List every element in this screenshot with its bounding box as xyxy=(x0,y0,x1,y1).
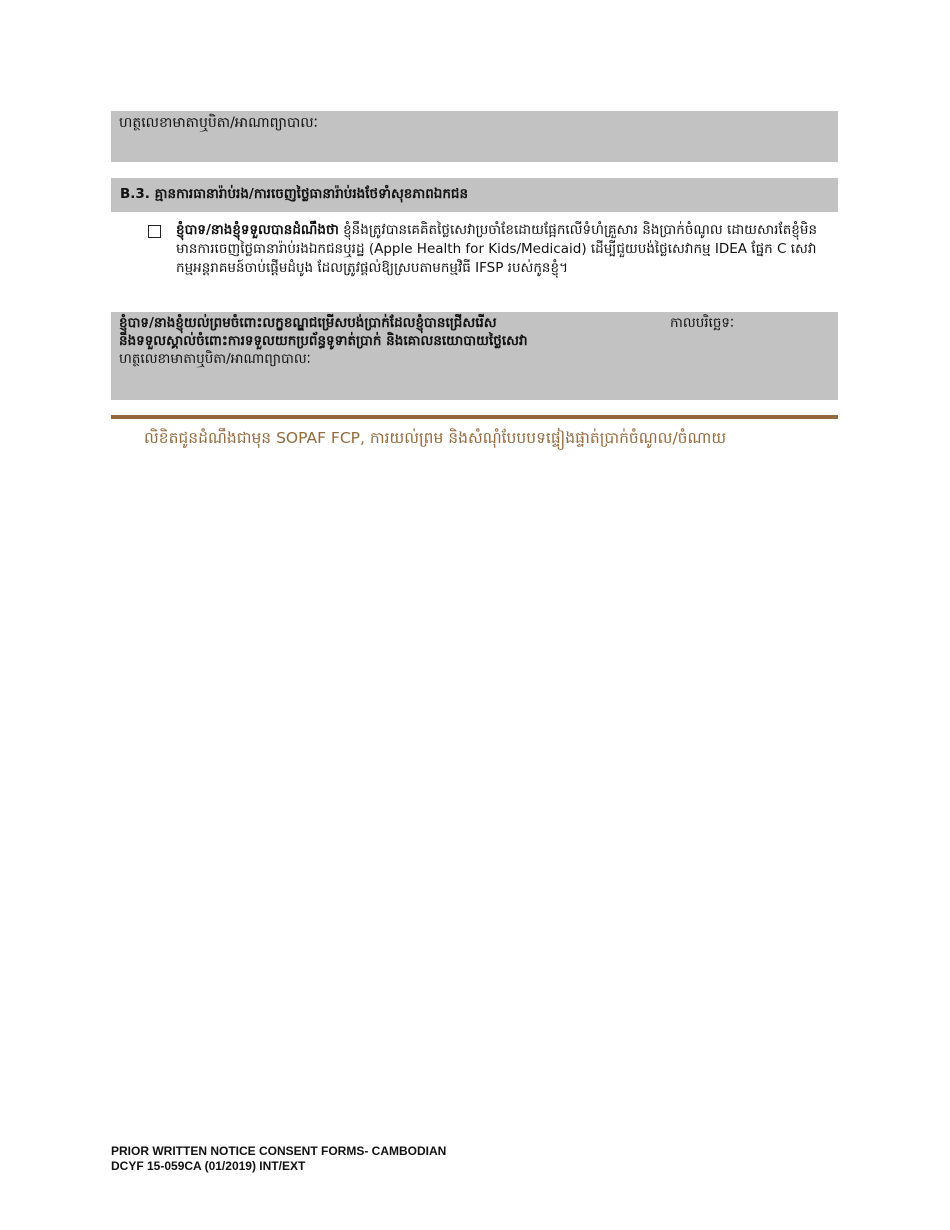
agreement-line-2: និងទទួលស្គាល់ចំពោះការទទួលយកប្រព័ន្ធទូទាត់ប្រាក់ និងគោលនយោបាយថ្លៃសេវា xyxy=(119,333,528,349)
parent-signature-label: ហត្ថលេខាមាតាឬបិតា/អាណាព្យាបាលៈ xyxy=(119,115,318,131)
agreement-signature-box[interactable] xyxy=(111,312,838,400)
date-label: កាលបរិច្ឆេទៈ xyxy=(670,315,735,331)
no-insurance-option xyxy=(148,221,838,278)
agreement-statement xyxy=(119,314,659,350)
parent-signature-box[interactable] xyxy=(111,111,838,162)
agreement-row xyxy=(119,314,830,350)
footer-divider xyxy=(111,415,838,419)
no-insurance-checkbox[interactable] xyxy=(148,225,161,238)
section-b3-title: B.3. គ្មានការធានារ៉ាប់រង/ការចេញថ្លៃធានារ៉ាប់រងថែទាំសុខភាពឯកជន xyxy=(120,186,469,202)
option-bold-intro: ខ្ញុំបាទ/នាងខ្ញុំទទួលបានដំណឹងថា xyxy=(176,222,339,238)
form-footer-title: លិខិតជូនដំណឹងជាមុន SOPAF FCP, ការយល់ព្រម និងសំណុំបែបបទផ្ទៀងផ្ទាត់ប្រាក់ចំណូល/ចំណាយ xyxy=(144,429,727,447)
form-number: DCYF 15-059CA (01/2019) INT/EXT xyxy=(111,1159,306,1173)
option-body: ខ្ញុំនឹងត្រូវបានគេគិតថ្លៃសេវាប្រចាំខែដោយផ្អែកលើទំហំគ្រួសារ និងប្រាក់ចំណូល ដោយសារតែខ្ញុំមិនមានការចេញថ្លៃធានារ៉ាប់រងឯកជនឬរដ្ឋ (Apple Health for Kids/Medicaid) ដើម្បីជួយបង់ថ្លៃសេវាកម្ម IDEA ផ្នែក C សេវាកម្មអន្តរាគមន៍ចាប់ផ្តើមដំបូង ដែលត្រូវផ្តល់ឱ្យស្របតាមកម្មវិធី IFSP របស់កូនខ្ញុំ។ xyxy=(176,222,818,276)
form-identifier xyxy=(111,1144,446,1174)
no-insurance-option-text xyxy=(176,221,831,278)
agreement-line-1: ខ្ញុំបាទ/នាងខ្ញុំយល់ព្រមចំពោះលក្ខខណ្ឌជម្រើសបង់ប្រាក់ដែលខ្ញុំបានជ្រើសរើស xyxy=(119,315,497,331)
section-b3-header xyxy=(111,178,838,212)
agreement-signature-label: ហត្ថលេខាមាតាឬបិតា/អាណាព្យាបាលៈ xyxy=(119,351,311,367)
form-name: PRIOR WRITTEN NOTICE CONSENT FORMS- CAMBODIAN xyxy=(111,1144,447,1158)
